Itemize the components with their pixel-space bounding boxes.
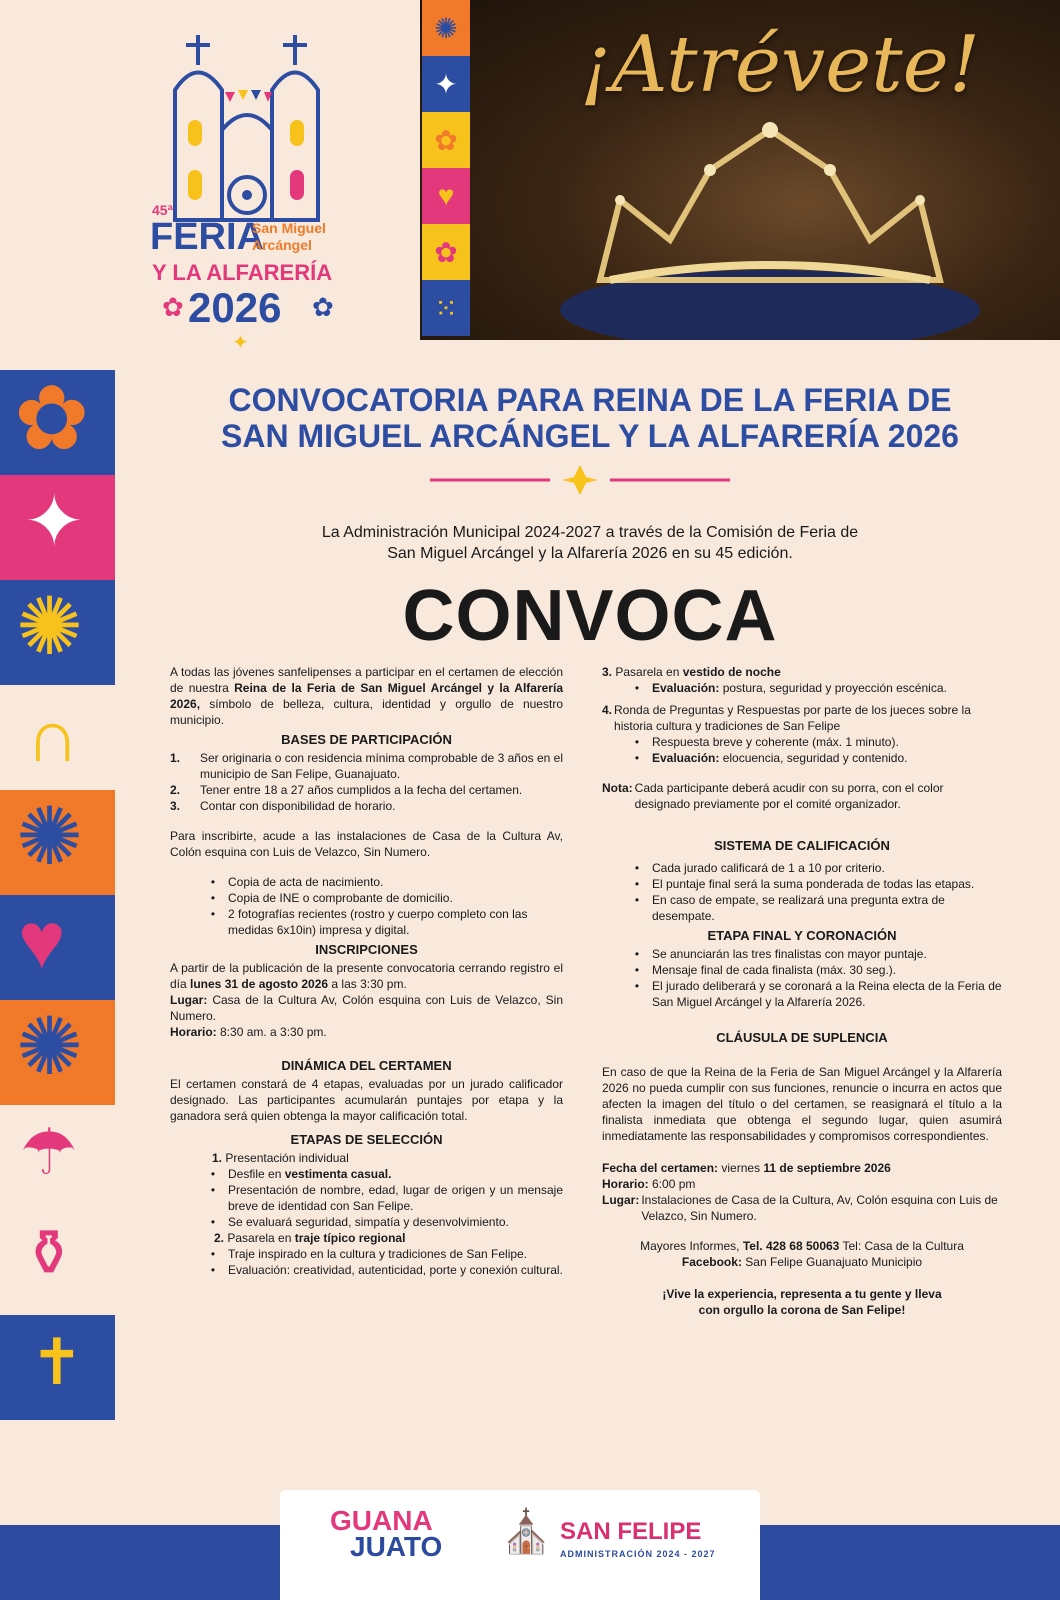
- clausula-text: En caso de que la Reina de la Feria de San Miguel Arcángel y la Alfarería 2026 no pueda cumplir con sus funciones, renuncie o incurra en actos que afecten la imagen del título o del certamen, se reasignará el título a la finalista inmediata que obtenga el segundo lugar, quien asumirá inmediatamente las responsabilidades y compromisos correspondientes.: [602, 1065, 1002, 1143]
- logo-feria: FERIA: [150, 216, 264, 258]
- dinamica-text: El certamen constará de 4 etapas, evaluadas por un jurado calificador designado. Las participantes acumularán puntajes por etapa y la ganadora será quien obtenga la mayor calificación total.: [170, 1077, 563, 1123]
- list-item: • Evaluación: elocuencia, seguridad y contenido.: [634, 751, 908, 765]
- list-item: • Cada jurado calificará de 1 a 10 por criterio.: [634, 861, 885, 875]
- list-item: • Copia de acta de nacimiento.: [210, 875, 384, 889]
- bases-list: [170, 750, 563, 814]
- title-divider: [430, 465, 730, 495]
- firework-icon: ✺: [422, 0, 470, 56]
- etapa-4-list: [602, 734, 1002, 766]
- dinamica-title: DINÁMICA DEL CERTAMEN: [281, 1058, 452, 1073]
- intro: [210, 522, 970, 564]
- inscripciones-text: A partir de la publicación de la presente convocatoria cerrando registro el día lunes 31 de agosto 2026 a las 3:30 pm.: [170, 961, 563, 991]
- flower-icon: ✿: [312, 292, 334, 322]
- crown-icon: [560, 110, 980, 340]
- flower-icon: ✿: [14, 370, 90, 469]
- logo-edition: 45ª: [152, 202, 173, 218]
- title-line-2: SAN MIGUEL ARCÁNGEL Y LA ALFARERÍA 2026: [221, 418, 959, 454]
- flower-icon: ✿: [422, 224, 470, 280]
- feria-logo: [140, 30, 360, 354]
- lugar-text: Lugar: Casa de la Cultura Av, Colón esquina con Luis de Velazco, Sin Numero.: [170, 993, 563, 1023]
- list-item: • En caso de empate, se realizará una pregunta extra de desempate.: [634, 893, 945, 923]
- logo-place2: Arcángel: [252, 237, 312, 253]
- sparkle-icon: ✦: [24, 482, 85, 562]
- heart-icon: ♥: [18, 896, 66, 985]
- list-item: • Copia de INE o comprobante de domicilio.: [210, 891, 453, 905]
- etapa-1: 1. Presentación individual: [212, 1151, 349, 1165]
- list-item: • Respuesta breve y coherente (máx. 1 minuto).: [634, 735, 899, 749]
- logo-year: 2026: [188, 284, 282, 331]
- list-item: • Se anunciarán las tres finalistas con mayor puntaje.: [634, 947, 927, 961]
- lugar-certamen: Lugar: Instalaciones de Casa de la Cultura, Av, Colón esquina con Luis de Velazco, Sin Numero.: [602, 1193, 998, 1223]
- list-item: 3. Contar con disponibilidad de horario.: [170, 799, 396, 813]
- list-item: • Traje inspirado en la cultura y tradiciones de San Felipe.: [210, 1247, 528, 1261]
- etapa-3: 3. Pasarela en vestido de noche: [602, 665, 781, 679]
- intro-line-1: La Administración Municipal 2024-2027 a través de la Comisión de Feria de: [321, 524, 859, 541]
- guanajuato-logo: GUANA JUATO: [330, 1505, 443, 1562]
- list-item: • El jurado deliberará y se coronará a la Reina electa de la Feria de San Miguel Arcángel y la Alfarería 2026.: [634, 979, 1002, 1009]
- church-icon: ⛪: [500, 1508, 553, 1555]
- left-column: [170, 664, 563, 1278]
- clausula-title: CLÁUSULA DE SUPLENCIA: [716, 1030, 888, 1045]
- intro-line-2: San Miguel Arcángel y la Alfarería 2026 en su 45 edición.: [387, 545, 793, 562]
- closing-line-2: con orgullo la corona de San Felipe!: [698, 1303, 906, 1317]
- firework-icon: ✺: [16, 582, 84, 671]
- decor-strip: [422, 0, 470, 340]
- final-list: [602, 946, 1002, 1010]
- dots-icon: ⁙: [422, 280, 470, 336]
- final-title: ETAPA FINAL Y CORONACIÓN: [707, 928, 897, 943]
- horario-certamen: Horario: 6:00 pm: [602, 1177, 696, 1191]
- list-item: • El puntaje final será la suma ponderada de todas las etapas.: [634, 877, 975, 891]
- list-item: • Presentación de nombre, edad, lugar de origen y un mensaje breve de identidad con San Felipe.: [210, 1183, 563, 1213]
- list-item: • Desfile en vestimenta casual.: [210, 1167, 392, 1181]
- list-item: • Mensaje final de cada finalista (máx. 30 seg.).: [634, 963, 897, 977]
- sparkle-icon: ✦: [422, 56, 470, 112]
- admin-label: ADMINISTRACIÓN 2024 - 2027: [560, 1549, 716, 1559]
- list-item: 2. Tener entre 18 a 27 años cumplidos a la fecha del certamen.: [170, 783, 523, 797]
- list-item: • Evaluación: creatividad, autenticidad, porte y conexión cultural.: [210, 1263, 563, 1277]
- right-column: [602, 664, 1002, 1318]
- nota: Nota: Cada participante deberá acudir con su porra, con el color designado previamente por el comité organizador.: [602, 781, 944, 811]
- horario-text: Horario: 8:30 am. a 3:30 pm.: [170, 1025, 327, 1039]
- closing-line-1: ¡Vive la experiencia, representa a tu gente y lleva: [662, 1287, 942, 1301]
- umbrella-icon: ☂: [20, 1116, 78, 1188]
- heart-icon: ♥: [422, 168, 470, 224]
- list-item: 1. Ser originaria o con residencia mínima comprobable de 3 años en el municipio de San Felipe, Guanajuato.: [170, 751, 563, 781]
- convoca-heading: CONVOCA: [402, 576, 778, 656]
- list-item: • 2 fotografías recientes (rostro y cuerpo completo con las medidas 6x10in) impresa y digital.: [210, 907, 528, 937]
- sparkle-icon: ✦: [232, 332, 249, 354]
- etapa-4: 4. Ronda de Preguntas y Respuestas por parte de los jueces sobre la historia cultura y tradiciones de San Felipe: [602, 703, 971, 733]
- inscripciones-title: INSCRIPCIONES: [315, 942, 418, 957]
- logo-line2: Y LA ALFARERÍA: [152, 260, 333, 285]
- firework-icon: ✺: [16, 1002, 84, 1091]
- list-item: • Se evaluará seguridad, simpatía y desenvolvimiento.: [210, 1215, 509, 1229]
- decor-column: [0, 370, 115, 1600]
- opening-paragraph: A todas las jóvenes sanfelipenses a participar en el certamen de elección de nuestra Reina de la Feria de San Miguel Arcángel y la Alfarería 2026, símbolo de belleza, cultura, identidad y orgullo de nuestro municipio.: [170, 665, 563, 727]
- sistema-title: SISTEMA DE CALIFICACIÓN: [714, 838, 890, 853]
- etapa-2: 2. Pasarela en traje típico regional: [214, 1231, 406, 1245]
- page-title: [120, 382, 1060, 454]
- pot-icon: ⚱: [22, 1217, 76, 1289]
- flower-icon: ✿: [162, 292, 184, 322]
- logo-place1: San Miguel: [252, 220, 326, 236]
- etapa-1-list: [170, 1166, 563, 1230]
- sistema-list: [602, 860, 1002, 924]
- title-line-1: CONVOCATORIA PARA REINA DE LA FERIA DE: [228, 382, 952, 418]
- firework-icon: ✺: [16, 792, 84, 881]
- bases-title: BASES DE PARTICIPACIÓN: [281, 732, 452, 747]
- arch-icon: ∩: [26, 694, 80, 777]
- etapa-2-list: [170, 1246, 563, 1278]
- etapa-3-list: [602, 680, 1002, 696]
- list-item: • Evaluación: postura, seguridad y proyección escénica.: [634, 681, 947, 695]
- informes: Mayores Informes, Tel. 428 68 50063 Tel: Casa de la Cultura: [640, 1239, 964, 1253]
- docs-list: [170, 874, 563, 938]
- san-felipe-logo: SAN FELIPE: [560, 1518, 702, 1545]
- shield-cross-icon: ✝: [30, 1326, 84, 1398]
- facebook: Facebook: San Felipe Guanajuato Municipio: [681, 1255, 923, 1269]
- flower-icon: ✿: [422, 112, 470, 168]
- inscribe-text: Para inscribirte, acude a las instalaciones de Casa de la Cultura Av, Colón esquina con Luis de Velazco, Sin Numero.: [170, 829, 563, 859]
- slogan: ¡Atrévete!: [579, 20, 981, 110]
- fecha-certamen: Fecha del certamen: viernes 11 de septiembre 2026: [602, 1161, 891, 1175]
- etapas-title: ETAPAS DE SELECCIÓN: [290, 1132, 443, 1147]
